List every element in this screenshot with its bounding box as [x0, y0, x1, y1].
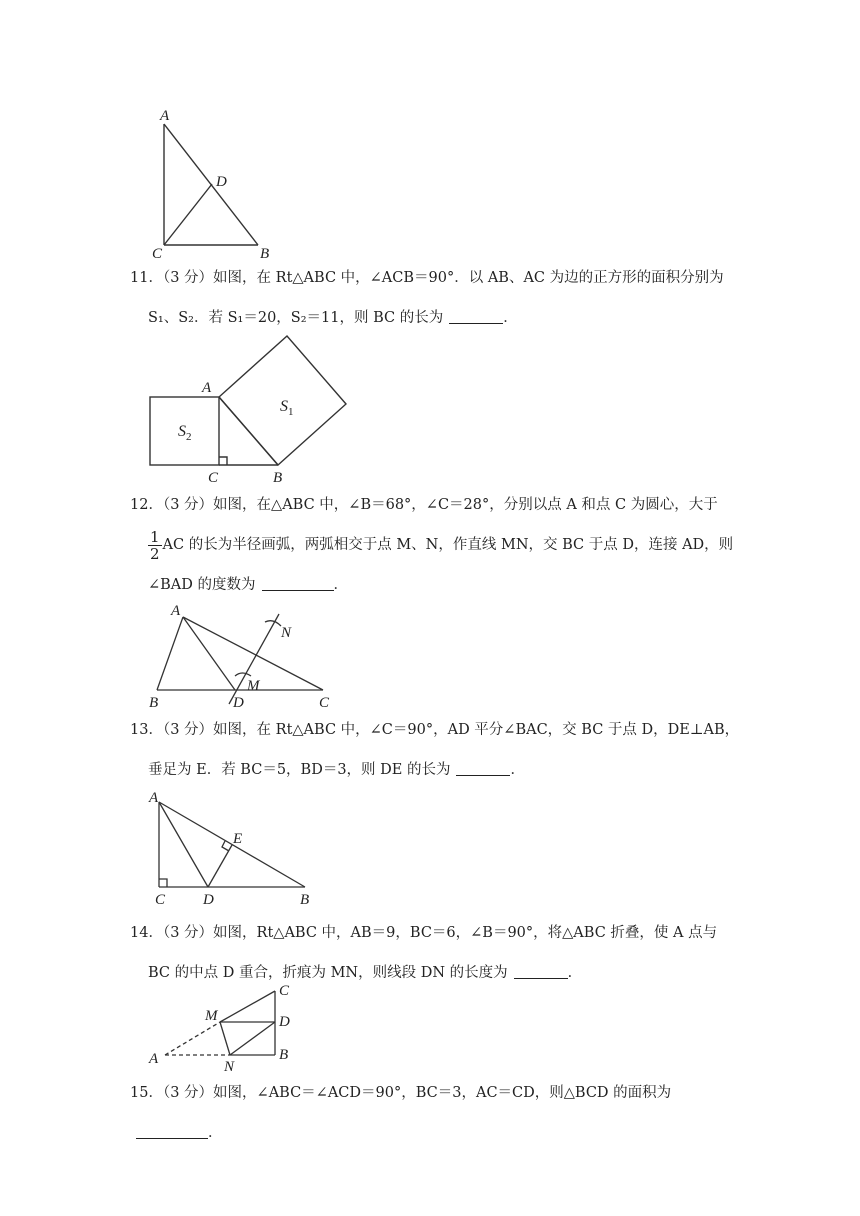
question-number: 11． — [130, 270, 163, 286]
question-score: （3 分） — [162, 925, 214, 941]
label-c: C — [155, 892, 166, 908]
figure-q13 — [145, 785, 325, 908]
period: ． — [208, 1125, 223, 1141]
answer-blank[interactable] — [456, 761, 510, 776]
label-c: C — [152, 246, 163, 262]
question-number: 15． — [130, 1085, 163, 1101]
label-b: B — [260, 246, 270, 262]
svg-text:S2 — [178, 423, 192, 443]
figure-q11 — [140, 330, 370, 488]
question-11 — [130, 258, 740, 338]
answer-blank[interactable] — [449, 309, 503, 324]
fraction-denominator: 2 — [150, 544, 160, 563]
label-e: E — [233, 831, 243, 847]
label-a: A — [202, 380, 212, 396]
label-m: M — [205, 1008, 218, 1024]
answer-blank[interactable] — [262, 576, 334, 591]
label-c: C — [208, 470, 219, 486]
question-score: （3 分） — [162, 270, 214, 286]
period: ． — [503, 310, 518, 326]
label-d: D — [216, 174, 227, 190]
label-a: A — [171, 603, 181, 619]
answer-blank[interactable] — [514, 964, 568, 979]
label-a: A — [149, 790, 159, 806]
question-number: 14． — [130, 925, 163, 941]
label-b: B — [279, 1047, 289, 1063]
question-text: AC 的长为半径画弧，两弧相交于点 M、N，作直线 MN，交 BC 于点 D，连接 AD，则 — [162, 537, 734, 553]
label-a: A — [149, 1051, 159, 1067]
answer-blank[interactable] — [136, 1124, 208, 1139]
fraction-numerator: 1 — [150, 527, 160, 546]
label-s2: S — [178, 423, 186, 440]
period: ． — [510, 762, 525, 778]
label-b: B — [300, 892, 310, 908]
figure-q14 — [145, 985, 310, 1075]
label-b: B — [273, 470, 283, 486]
question-text: 如图，Rt△ABC 中，AB＝9，BC＝6，∠B＝90°，将△ABC 折叠，使 A 点与 — [213, 925, 718, 941]
question-text: S₁、S₂．若 S₁＝20，S₂＝11，则 BC 的长为 — [148, 310, 444, 326]
figure-q10 — [140, 100, 300, 265]
question-text: BC 的中点 D 重合，折痕为 MN，则线段 DN 的长度为 — [148, 965, 508, 981]
label-s2-subscript: 2 — [186, 431, 192, 443]
period: ． — [567, 965, 583, 981]
question-text: ∠BAD 的度数为 — [148, 577, 256, 593]
question-text: 如图，在 Rt△ABC 中，∠C＝90°，AD 平分∠BAC，交 BC 于点 D，DE⊥AB， — [213, 722, 740, 738]
label-b: B — [149, 695, 159, 711]
period: ． — [333, 577, 349, 593]
question-score: （3 分） — [162, 497, 214, 513]
question-score: （3 分） — [162, 1085, 214, 1101]
question-12 — [130, 485, 740, 605]
svg-text:S1 — [280, 398, 294, 418]
label-d: D — [233, 695, 244, 711]
question-13 — [130, 710, 740, 790]
question-text: 如图，∠ABC＝∠ACD＝90°，BC＝3，AC＝CD，则△BCD 的面积为 — [213, 1085, 672, 1101]
question-score: （3 分） — [162, 722, 214, 738]
label-n: N — [224, 1059, 235, 1075]
label-d: D — [203, 892, 214, 908]
label-c: C — [279, 983, 290, 999]
question-text: 如图，在 Rt△ABC 中，∠ACB＝90°．以 AB、AC 为边的正方形的面积分别为 — [213, 270, 724, 286]
question-number: 12． — [130, 497, 163, 513]
label-n: N — [281, 625, 292, 641]
label-s1-subscript: 1 — [288, 406, 294, 418]
question-text: 如图，在△ABC 中，∠B＝68°，∠C＝28°，分别以点 A 和点 C 为圆心，大于 — [213, 497, 718, 513]
fraction-one-half — [148, 529, 162, 562]
label-d: D — [279, 1014, 290, 1030]
label-s1: S — [280, 398, 288, 415]
question-15 — [130, 1073, 740, 1153]
figure-q12 — [145, 600, 345, 712]
label-c: C — [319, 695, 330, 711]
question-number: 13． — [130, 722, 163, 738]
label-a: A — [160, 108, 170, 124]
question-text: 垂足为 E．若 BC＝5，BD＝3，则 DE 的长为 — [148, 762, 451, 778]
question-14 — [130, 913, 740, 993]
label-m: M — [247, 678, 260, 694]
